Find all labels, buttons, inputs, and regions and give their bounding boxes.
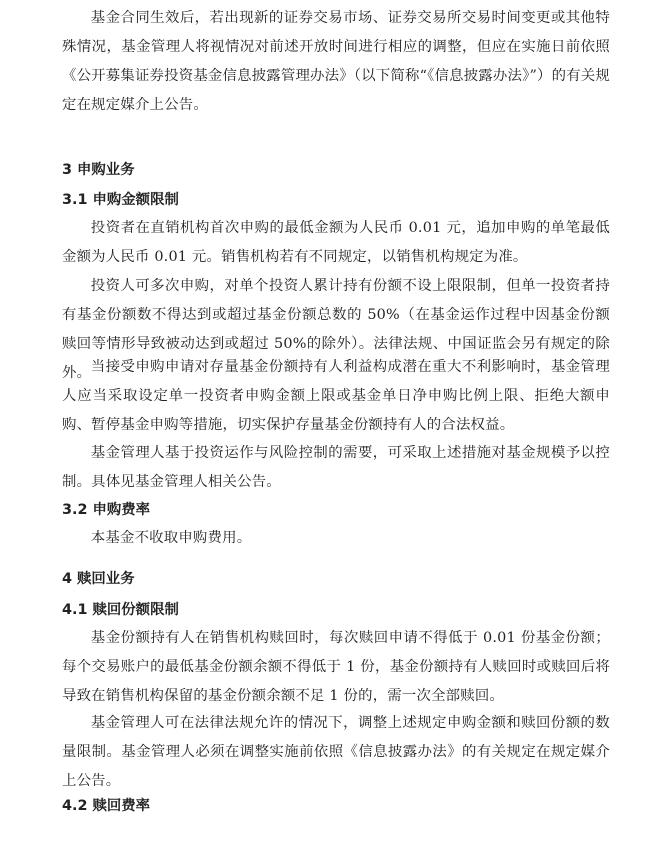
paragraph-scale-control: 基金管理人基于投资运作与风险控制的需要，可采取上述措施对基金规模予以控制。具体见基金管理人相关公告。 [62, 445, 610, 490]
paragraph-protect-holders: 当接受申购申请对存量基金份额持有人利益构成潜在重大不利影响时，基金管理人应当采取设定单一投资者申购金额上限或基金单日净申购比例上限、拒绝大额申购、暂停基金申购等措施，切实保护存量基金份额持有人的合法权益。 [62, 359, 610, 433]
section-4-1-heading: 4.1 赎回份额限制 [62, 602, 179, 618]
paragraph-open-time-adjustment: 基金合同生效后，若出现新的证券交易市场、证券交易所交易时间变更或其他特殊情况，基金管理人将视情况对前述开放时间进行相应的调整，但应在实施日前依照《公开募集证券投资基金信息披露管理办法》（以下简称“《信息披露办法》”）的有关规定在规定媒介上公告。 [62, 10, 610, 113]
paragraph-limit-adjustment: 基金管理人可在法律法规允许的情况下，调整上述规定申购金额和赎回份额的数量限制。基金管理人必须在调整实施前依照《信息披露办法》的有关规定在规定媒介上公告。 [62, 715, 610, 789]
paragraph-holding-limit: 投资人可多次申购，对单个投资人累计持有份额不设上限限制，但单一投资者持有基金份额数不得达到或超过基金份额总数的 50%（在基金运作过程中因基金份额赎回等情形导致被动达到或超过 50%的除外）。法律法规、中国证监会另有规定的除外。 [62, 278, 610, 381]
section-4-2-heading: 4.2 赎回费率 [62, 798, 151, 814]
paragraph-min-purchase: 投资者在直销机构首次申购的最低金额为人民币 0.01 元，追加申购的单笔最低金额为人民币 0.01 元。销售机构若有不同规定，以销售机构规定为准。 [62, 220, 610, 265]
section-3-2-heading: 3.2 申购费率 [62, 502, 151, 518]
section-3-heading: 3 申购业务 [62, 162, 135, 178]
paragraph-no-purchase-fee: 本基金不收取申购费用。 [90, 530, 252, 546]
section-4-heading: 4 赎回业务 [62, 571, 135, 587]
section-3-1-heading: 3.1 申购金额限制 [62, 192, 179, 208]
paragraph-redemption-limit: 基金份额持有人在销售机构赎回时，每次赎回申请不得低于 0.01 份基金份额；每个交易账户的最低基金份额余额不得低于 1 份，基金份额持有人赎回时或赎回后将导致在销售机构保留的基金份额余额不足 1 份的，需一次全部赎回。 [62, 630, 610, 704]
